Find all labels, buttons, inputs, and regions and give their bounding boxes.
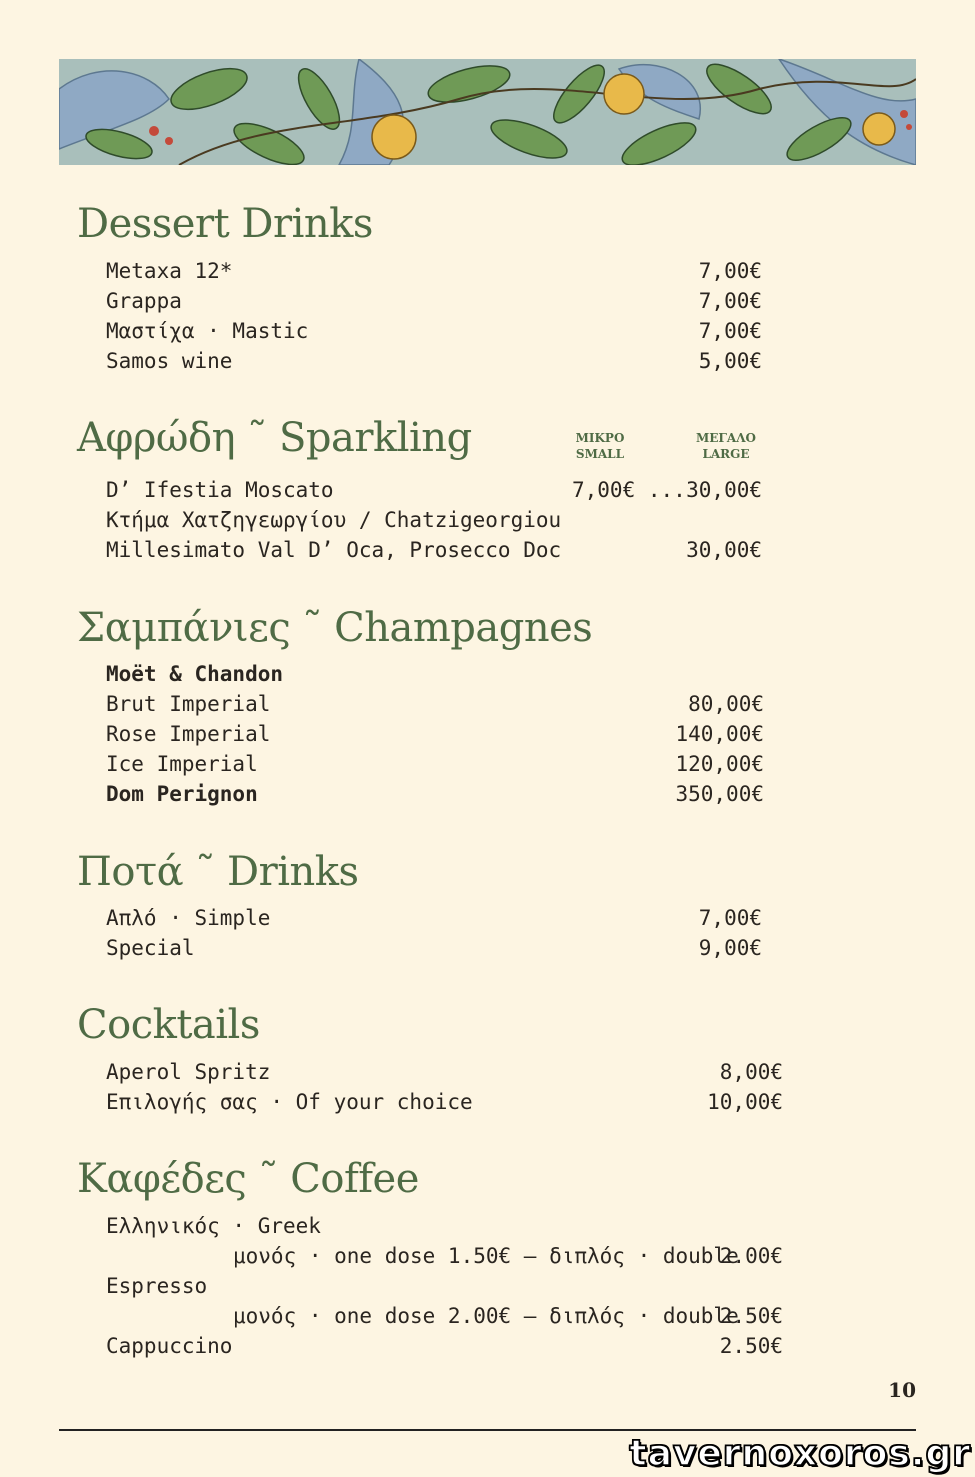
menu-item-name: Rose Imperial xyxy=(106,722,271,746)
menu-item-price-large: 30,00€ xyxy=(686,538,762,562)
column-header-large-en: LARGE xyxy=(702,447,750,461)
column-header-large-gr: ΜΕΓΑΛΟ xyxy=(695,431,757,445)
section-title-cocktails: Cocktails xyxy=(77,1002,260,1048)
menu-item-name: Cappuccino xyxy=(106,1334,233,1358)
menu-item-price: 7,00€ xyxy=(698,319,762,343)
menu-item-name: D’ Ifestia Moscato xyxy=(106,478,334,502)
section-title-champagnes: Σαμπάνιες ˜ Champagnes xyxy=(77,605,593,651)
menu-item-name: Espresso xyxy=(106,1274,208,1298)
menu-item-name: Grappa xyxy=(106,289,182,313)
watermark-logo: tavernoxoros.gr xyxy=(629,1433,971,1474)
floral-banner-image xyxy=(59,59,916,165)
menu-item-name: Metaxa 12* xyxy=(106,259,233,283)
menu-item-price: 350,00€ xyxy=(675,782,764,806)
section-title-drinks: Ποτά ˜ Drinks xyxy=(77,849,359,895)
column-header-small xyxy=(555,430,645,462)
menu-item-price: 2.00€ xyxy=(719,1244,783,1268)
menu-item-name: Κτήμα Χατζηγεωργίου / Chatzigeorgiou xyxy=(106,508,562,532)
menu-item-name: Μαστίχα · Mastic xyxy=(106,319,309,343)
column-header-small-en: SMALL xyxy=(575,447,625,461)
menu-item-price: 9,00€ xyxy=(698,936,762,960)
menu-item-name: Special xyxy=(106,936,195,960)
menu-item-price: 2.50€ xyxy=(719,1334,783,1358)
column-header-large xyxy=(681,430,771,462)
menu-item-price-large: 30,00€ xyxy=(686,478,762,502)
section-title-coffee: Καφέδες ˜ Coffee xyxy=(77,1156,419,1202)
menu-item-price-small: 7,00€ ... xyxy=(572,478,686,502)
brand-name: Moët & Chandon xyxy=(106,662,284,686)
menu-item-price: 7,00€ xyxy=(698,259,762,283)
footer-divider xyxy=(59,1429,916,1431)
menu-item-name: Ελληνικός · Greek xyxy=(106,1214,321,1238)
menu-item-name: Samos wine xyxy=(106,349,233,373)
menu-item-name: Aperol Spritz xyxy=(106,1060,271,1084)
menu-item-name: Ice Imperial xyxy=(106,752,258,776)
section-title-sparkling: Αφρώδη ˜ Sparkling xyxy=(77,415,472,461)
menu-item-price: 5,00€ xyxy=(698,349,762,373)
menu-item-detail: μονός · one dose 2.00€ – διπλός · double xyxy=(233,1304,739,1328)
menu-item-price: 7,00€ xyxy=(698,289,762,313)
menu-item-price: 140,00€ xyxy=(675,722,764,746)
menu-item-name: Dom Perignon xyxy=(106,782,258,806)
section-title-dessert: Dessert Drinks xyxy=(77,201,373,247)
menu-item-price: 80,00€ xyxy=(688,692,764,716)
menu-item-price: 2.50€ xyxy=(719,1304,783,1328)
menu-item-name: Απλό · Simple xyxy=(106,906,271,930)
menu-item-price: 10,00€ xyxy=(707,1090,783,1114)
menu-item-name: Επιλογής σας · Of your choice xyxy=(106,1090,473,1114)
menu-item-price: 7,00€ xyxy=(698,906,762,930)
column-header-small-gr: ΜΙΚΡΟ xyxy=(575,431,625,445)
menu-item-name: Brut Imperial xyxy=(106,692,271,716)
page-number: 10 xyxy=(888,1378,916,1402)
menu-item-price: 8,00€ xyxy=(719,1060,783,1084)
menu-item-detail: μονός · one dose 1.50€ – διπλός · double xyxy=(233,1244,739,1268)
menu-item-name: Millesimato Val D’ Oca, Prosecco Doc xyxy=(106,538,562,562)
menu-item-price: 120,00€ xyxy=(675,752,764,776)
